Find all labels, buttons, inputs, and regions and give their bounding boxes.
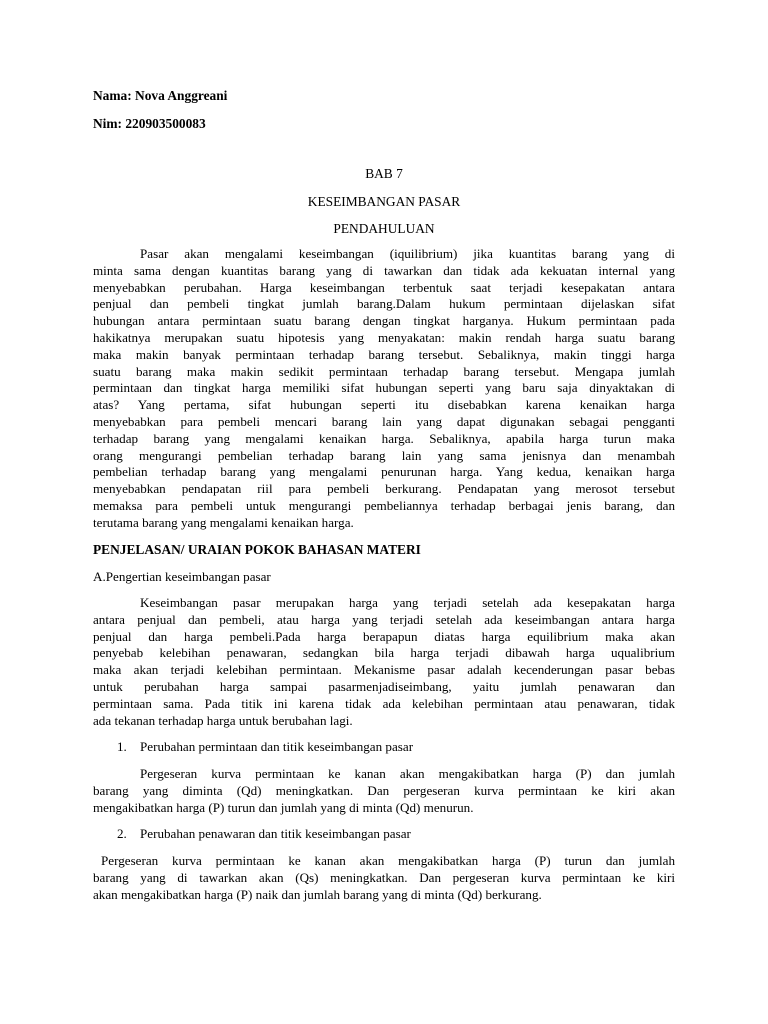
list-item-1-paragraph <box>93 766 675 816</box>
paragraph-line: untuk perubahan harga sampai pasarmenjadiseimbang, yaitu jumlah penawaran dan <box>93 678 675 694</box>
paragraph-line: ada tekanan terhadap harga untuk berubahan lagi. <box>93 712 353 728</box>
paragraph-line: menyebabkan para pembeli mencari barang lain yang dapat digunakan sebagai pengganti <box>93 413 675 429</box>
paragraph-line: suatu barang maka makin sedikit permintaan terhadap barang tersebut. Mengapa jumlah <box>93 363 675 379</box>
student-nim: Nim: 220903500083 <box>93 116 206 131</box>
paragraph-line: permintaan dan tingkat harga memiliki sifat hubungan seperti yang baru saja dinyaktakan di <box>93 380 675 396</box>
paragraph-line: maka akan terjadi kelebihan permintaan. Mekanisme pasar adalah kecenderungan pasar bebas <box>93 662 675 678</box>
intro-heading: PENDAHULUAN <box>333 221 435 236</box>
paragraph-line: menyebabkan pendapatan riil para pembeli berkurang. Pendapatan yang merosot tersebut <box>93 481 675 497</box>
paragraph-line: terutama barang yang mengalami kenaikan harga. <box>93 514 354 530</box>
paragraph-line: menyebabkan perubahan. Harga keseimbangan terbentuk saat terjadi kesepakatan antara <box>93 279 675 295</box>
paragraph-line: penjual dan harga pembeli.Pada harga berapapun diatas harga equilibrium maka akan <box>93 628 675 644</box>
subsection-a-title: A.Pengertian keseimbangan pasar <box>93 569 271 584</box>
section-title: PENJELASAN/ URAIAN POKOK BAHASAN MATERI <box>93 542 421 557</box>
paragraph-line: maka makin banyak permintaan terhadap barang tersebut. Sebaliknya, makin tinggi harga <box>93 346 675 362</box>
list-label: Perubahan penawaran dan titik keseimbangan pasar <box>140 826 411 841</box>
paragraph-line: mengakibatkan harga (P) turun dan jumlah yang di minta (Qd) menurun. <box>93 799 474 815</box>
paragraph-line: akan mengakibatkan harga (P) naik dan jumlah barang yang di minta (Qd) berkurang. <box>93 886 542 902</box>
intro-paragraph <box>93 246 675 532</box>
paragraph-line: memaksa para pembeli untuk mengurangi pembeliannya terhadap berbagai jenis barang, dan <box>93 497 675 513</box>
paragraph-line: orang mengurangi pembelian terhadap barang lain yang sama jenisnya dan menambah <box>93 447 675 463</box>
paragraph-line: penjual dan pembeli tingkat jumlah barang.Dalam hukum permintaan dijelaskan sifat <box>93 296 675 312</box>
paragraph-line: terhadap barang yang mengalami kenaikan harga. Sebaliknya, apabila harga turun maka <box>93 430 675 446</box>
list-item-1 <box>117 739 413 755</box>
paragraph-line: Pergeseran kurva permintaan ke kanan akan mengakibatkan harga (P) dan jumlah <box>140 766 675 781</box>
paragraph-line: minta sama dengan kuantitas barang yang di tawarkan dan tidak ada kekuatan internal yang <box>93 262 675 278</box>
list-item-2 <box>117 826 411 842</box>
paragraph-line: Pergeseran kurva permintaan ke kanan akan mengakibatkan harga (P) turun dan jumlah <box>101 853 675 868</box>
section-a-paragraph <box>93 595 675 729</box>
paragraph-line: Keseimbangan pasar merupakan harga yang terjadi setelah ada kesepakatan harga <box>140 595 675 610</box>
list-number: 2. <box>117 826 127 841</box>
paragraph-line: hubungan antara permintaan suatu barang dengan tingkat harganya. Hukum permintaan pada <box>93 313 675 329</box>
paragraph-line: barang yang di tawarkan akan (Qs) meningkatkan. Dan pergeseran kurva permintaan ke kiri <box>93 869 675 885</box>
paragraph-line: antara penjual dan pembeli, atau harga yang terjadi setelah ada keseimbangan antara harga <box>93 611 675 627</box>
topic-title: KESEIMBANGAN PASAR <box>307 194 461 209</box>
student-name: Nama: Nova Anggreani <box>93 88 228 103</box>
paragraph-line: permintaan sama. Pada titik ini karena tidak ada kelebihan permintaan atau penawaran, tidak <box>93 695 675 711</box>
paragraph-line: barang yang diminta (Qd) meningkatkan. Dan pergeseran kurva permintaan ke kiri akan <box>93 782 675 798</box>
paragraph-line: pembelian terhadap barang yang mengalami penurunan harga. Yang kedua, kenaikan harga <box>93 464 675 480</box>
paragraph-line: Pasar akan mengalami keseimbangan (iquilibrium) jika kuantitas barang yang di <box>140 246 675 261</box>
list-number: 1. <box>117 739 127 754</box>
paragraph-line: hakikatnya merupakan suatu hipotesis yang menyakatan: makin rendah harga suatu barang <box>93 329 675 345</box>
list-label: Perubahan permintaan dan titik keseimbangan pasar <box>140 739 414 754</box>
paragraph-line: penyebab kelebihan penawaran, sedangkan bila harga terjadi dibawah harga uqualibrium <box>93 645 675 661</box>
list-item-2-paragraph <box>93 853 675 903</box>
paragraph-line: atas? Yang pertama, sifat hubungan seperti itu disebabkan karena kenaikan harga <box>93 397 675 413</box>
chapter-title: BAB 7 <box>365 166 403 181</box>
